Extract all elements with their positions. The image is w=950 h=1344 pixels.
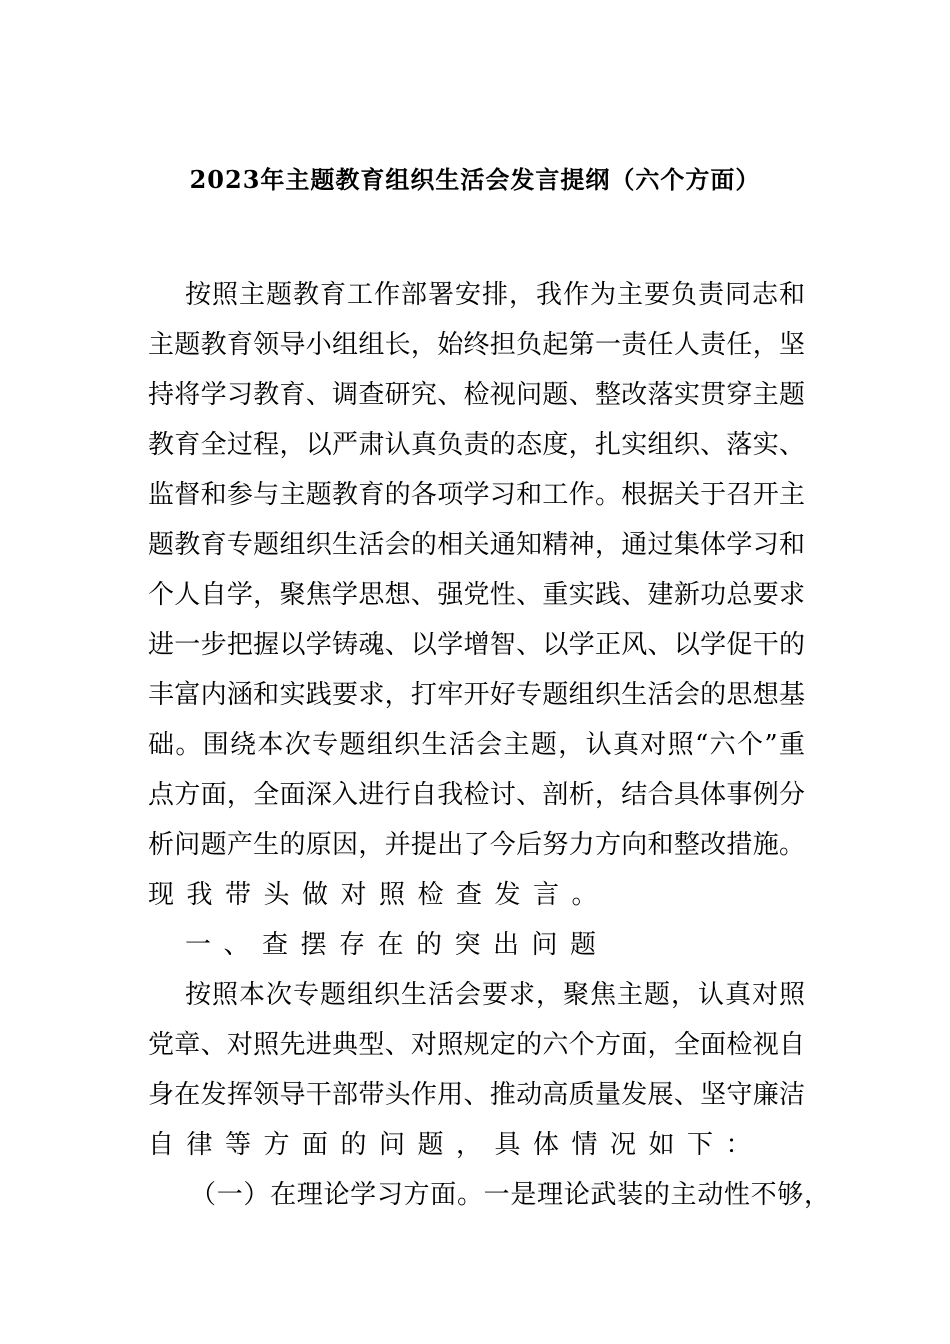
text-line: 析问题产生的原因，并提出了今后努力方向和整改措施。 (148, 830, 805, 860)
text-line: 监督和参与主题教育的各项学习和工作。根据关于召开主 (148, 480, 805, 510)
text-line: 持将学习教育、调查研究、检视问题、整改落实贯穿主题 (148, 380, 805, 410)
text-line: 主题教育领导小组组长，始终担负起第一责任人责任，坚 (148, 330, 805, 360)
text-line: 个人自学，聚焦学思想、强党性、重实践、建新功总要求 (148, 580, 805, 610)
text-line: 础。围绕本次专题组织生活会主题，认真对照“六个”重 (148, 730, 805, 760)
text-line: 按照主题教育工作部署安排，我作为主要负责同志和 (185, 280, 805, 310)
document-body (148, 270, 830, 1220)
text-line: 题教育专题组织生活会的相关通知精神，通过集体学习和 (148, 530, 805, 560)
text-line: 按照本次专题组织生活会要求，聚焦主题，认真对照 (185, 980, 805, 1010)
text-line: 自律等方面的问题，具体情况如下： (148, 1130, 765, 1160)
text-line: 丰富内涵和实践要求，打牢开好专题组织生活会的思想基 (148, 680, 805, 710)
text-line: 现我带头做对照检查发言。 (148, 880, 611, 910)
subsection-line: （一）在理论学习方面。一是理论武装的主动性不够， (190, 1180, 830, 1210)
text-line: 点方面，全面深入进行自我检讨、剖析，结合具体事例分 (148, 780, 805, 810)
text-line: 身在发挥领导干部带头作用、推动高质量发展、坚守廉洁 (148, 1080, 805, 1110)
text-line: 进一步把握以学铸魂、以学增智、以学正风、以学促干的 (148, 630, 805, 660)
text-line: 教育全过程，以严肃认真负责的态度，扎实组织、落实、 (148, 430, 805, 460)
section-heading: 一、查摆存在的突出问题 (185, 930, 609, 960)
text-line: 党章、对照先进典型、对照规定的六个方面，全面检视自 (148, 1030, 805, 1060)
document-title: 2023年主题教育组织生活会发言提纲（六个方面） (189, 165, 761, 194)
